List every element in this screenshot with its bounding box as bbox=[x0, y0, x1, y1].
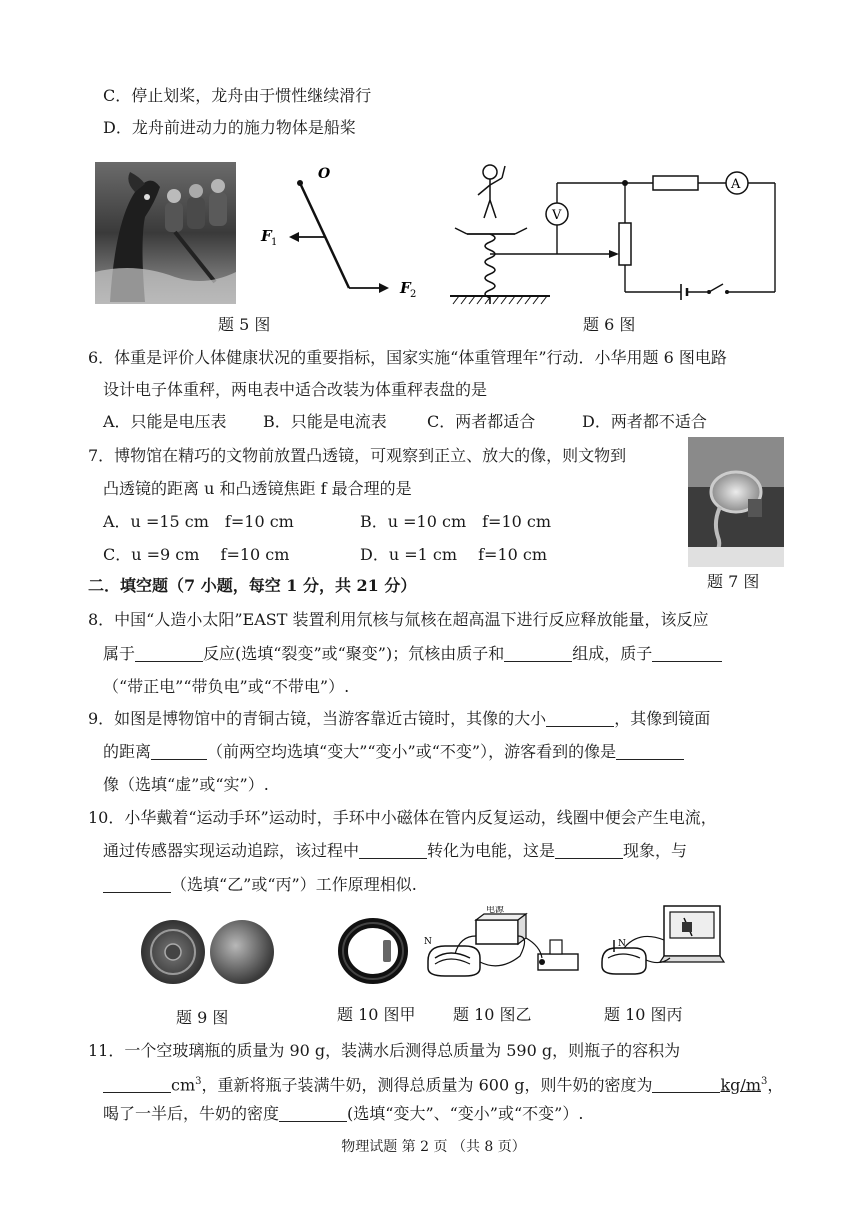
q10-line3-text: （选填“乙”或“丙”）工作原理相似. bbox=[171, 875, 417, 894]
section2-heading: 二．填空题（7 小题，每空 1 分，共 21 分） bbox=[88, 576, 417, 595]
q10-blank-2[interactable] bbox=[555, 842, 623, 859]
q9-line2 bbox=[103, 742, 684, 762]
q11-unit-cm-sup: 3 bbox=[195, 1076, 202, 1087]
motor-apparatus-diagram bbox=[420, 906, 585, 986]
q9-blank-1[interactable] bbox=[546, 710, 614, 727]
q11-unit-kgm: kg/m bbox=[720, 1075, 761, 1095]
q8-blank-3[interactable] bbox=[652, 645, 722, 662]
lever-diagram bbox=[255, 165, 425, 305]
q6-option-a: A．只能是电压表 bbox=[103, 412, 227, 431]
voltmeter-label: V bbox=[552, 208, 562, 223]
fig10b-caption: 题 10 图乙 bbox=[453, 1005, 532, 1024]
q10-line2-a: 通过传感器实现运动追踪，该过程中 bbox=[103, 841, 360, 860]
ammeter-label: A bbox=[731, 177, 741, 192]
q5-option-c: C．停止划桨，龙舟由于惯性继续滑行 bbox=[103, 86, 372, 105]
q6-option-c: C．两者都适合 bbox=[427, 412, 536, 431]
q10-line2 bbox=[103, 841, 687, 861]
q8-line2 bbox=[103, 644, 722, 664]
fig10c-caption: 题 10 图丙 bbox=[604, 1005, 683, 1024]
q7-stem-line2: 凸透镜的距离 u 和凸透镜焦距 f 最合理的是 bbox=[103, 479, 412, 498]
q11-line2 bbox=[103, 1072, 783, 1095]
q11-line3 bbox=[103, 1104, 583, 1124]
fig6-caption: 题 6 图 bbox=[583, 315, 636, 334]
q9-blank-3[interactable] bbox=[616, 743, 684, 760]
magnifier-photo bbox=[688, 437, 784, 567]
q6-option-d: D．两者都不适合 bbox=[582, 412, 707, 431]
q9-line2-b: （前两空均选填“变大”“变小”或“不变”），游客看到的像是 bbox=[207, 742, 617, 761]
label-f1: F bbox=[261, 227, 272, 245]
q11-blank-2[interactable] bbox=[652, 1076, 720, 1093]
q11-unit-cm: cm bbox=[171, 1075, 196, 1095]
bronze-mirror-photo bbox=[140, 918, 280, 986]
dragon-boat-photo bbox=[95, 162, 236, 304]
magnet-n-label: N bbox=[424, 937, 432, 947]
q6-stem-line2: 设计电子体重秤，两电表中适合改装为体重秤表盘的是 bbox=[103, 380, 488, 399]
q8-line2-b: 反应(选填“裂变”或“聚变”)；氘核由质子和 bbox=[203, 644, 505, 663]
q8-line1: 8．中国“人造小太阳”EAST 装置利用氘核与氚核在超高温下进行反应释放能量，该反应 bbox=[88, 610, 709, 629]
q10-line2-c: 现象，与 bbox=[623, 841, 688, 860]
q11-line3-a: 喝了一半后，牛奶的密度 bbox=[103, 1104, 280, 1123]
power-source-label: 电源 bbox=[486, 906, 505, 915]
q11-line3-b: (选填“变大”、“变小”或“不变”）. bbox=[347, 1104, 584, 1123]
fig9-caption: 题 9 图 bbox=[176, 1008, 229, 1027]
q11-blank-1[interactable] bbox=[103, 1076, 171, 1093]
q11-line1: 11．一个空玻璃瓶的质量为 90 g，装满水后测得总质量为 590 g，则瓶子的容积为 bbox=[88, 1041, 681, 1060]
label-f1-sub: 1 bbox=[271, 237, 278, 248]
q9-line1 bbox=[88, 709, 710, 729]
label-o: O bbox=[318, 166, 331, 182]
q7-option-b: B．u =10 cm f=10 cm bbox=[360, 512, 552, 531]
q11-unit-kgm-sup: 3 bbox=[760, 1076, 768, 1087]
q8-line2-a: 属于 bbox=[103, 644, 136, 663]
q6-option-b: B．只能是电流表 bbox=[263, 412, 387, 431]
q8-blank-1[interactable] bbox=[135, 645, 203, 662]
q9-line2-a: 的距离 bbox=[103, 742, 152, 761]
scale-circuit-diagram bbox=[445, 158, 785, 308]
fig10a-caption: 题 10 图甲 bbox=[337, 1005, 416, 1024]
q10-line2-b: 转化为电能，这是 bbox=[427, 841, 556, 860]
q9-line1-a: 9．如图是博物馆中的青铜古镜，当游客靠近古镜时，其像的大小 bbox=[88, 709, 547, 728]
q10-line1: 10．小华戴着“运动手环”运动时，手环中小磁体在管内反复运动，线圈中便会产生电流， bbox=[88, 808, 717, 827]
q9-line1-b: ，其像到镜面 bbox=[614, 709, 711, 728]
q9-blank-2[interactable] bbox=[151, 743, 207, 760]
q5-option-d: D．龙舟前进动力的施力物体是船桨 bbox=[103, 118, 356, 137]
magnet-n-label-2: N bbox=[618, 939, 626, 949]
q10-line3 bbox=[103, 875, 417, 895]
q10-blank-1[interactable] bbox=[359, 842, 427, 859]
q11-line2-b: ，重新将瓶子装满牛奶，测得总质量为 600 g，则牛奶的密度为 bbox=[201, 1075, 653, 1095]
q11-blank-3[interactable] bbox=[279, 1105, 347, 1122]
q8-line2-c: 组成，质子 bbox=[572, 644, 653, 663]
page-footer: 物理试题 第 2 页 （共 8 页） bbox=[341, 1139, 526, 1155]
q8-blank-2[interactable] bbox=[504, 645, 572, 662]
q7-option-d: D．u =1 cm f=10 cm bbox=[360, 545, 548, 564]
q7-option-c: C．u =9 cm f=10 cm bbox=[103, 545, 290, 564]
q7-stem-line1: 7．博物馆在精巧的文物前放置凸透镜，可观察到正立、放大的像，则文物到 bbox=[88, 446, 627, 465]
q11-line2-d: ， bbox=[767, 1075, 784, 1095]
label-f2-sub: 2 bbox=[410, 289, 417, 300]
fig7-caption: 题 7 图 bbox=[707, 572, 760, 591]
label-f2: F bbox=[400, 279, 411, 297]
q7-option-a: A．u =15 cm f=10 cm bbox=[103, 512, 294, 531]
q9-line3: 像（选填“虚”或“实”）. bbox=[103, 775, 269, 794]
fig5-caption: 题 5 图 bbox=[218, 315, 271, 334]
q10-blank-3[interactable] bbox=[103, 876, 171, 893]
q8-line3: （“带正电”“带负电”或“不带电”）. bbox=[103, 677, 350, 696]
generator-apparatus-diagram bbox=[594, 900, 729, 988]
q6-stem-line1: 6．体重是评价人体健康状况的重要指标，国家实施“体重管理年”行动．小华用题 6 图电路 bbox=[88, 348, 727, 367]
fitness-band-photo bbox=[338, 918, 408, 984]
